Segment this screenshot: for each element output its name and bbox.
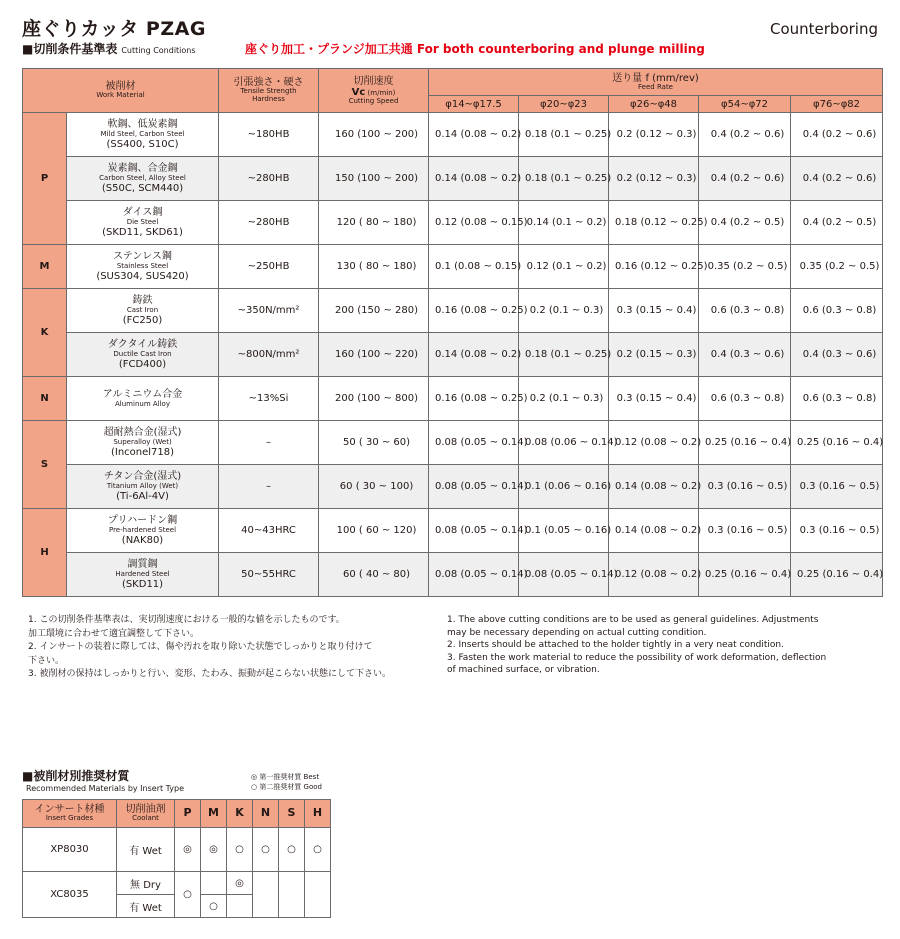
- note-en: 1. The above cutting conditions are to be used as general guidelines. Adjustments: [447, 615, 819, 625]
- hardness-cell: ~180HB: [219, 113, 319, 157]
- feed-cell: 0.6 (0.3 ~ 0.8): [791, 289, 883, 333]
- grade-xp8030: XP8030: [23, 828, 117, 872]
- feed-cell: 0.3 (0.15 ~ 0.4): [609, 377, 699, 421]
- feed-cell: 0.2 (0.12 ~ 0.3): [609, 157, 699, 201]
- notes-japanese: [28, 614, 428, 682]
- feed-cell: 0.3 (0.16 ~ 0.5): [791, 465, 883, 509]
- feed-cell: 0.18 (0.1 ~ 0.25): [519, 113, 609, 157]
- material-jp: 軟鋼、低炭素鋼: [107, 118, 178, 130]
- feed-cell: 0.2 (0.12 ~ 0.3): [609, 113, 699, 157]
- category-label: Counterboring: [769, 20, 878, 38]
- material-jp: ステンレス鋼: [113, 250, 172, 262]
- work-material: [67, 553, 219, 597]
- header-speed: 切削速度 Vc (m/min) Cutting Speed: [319, 69, 429, 113]
- header-grade: インサート材種 Insert Grades: [23, 800, 117, 828]
- feed-cell: 0.6 (0.3 ~ 0.8): [699, 289, 791, 333]
- header-p: P: [175, 800, 201, 828]
- feed-cell: 0.14 (0.08 ~ 0.2): [609, 465, 699, 509]
- material-code: (S50C, SCM440): [101, 182, 184, 194]
- feed-cell: 0.6 (0.3 ~ 0.8): [791, 377, 883, 421]
- mark-m: ◎: [201, 828, 227, 872]
- condition-row: [23, 465, 883, 509]
- material-code: (SKD11, SKD61): [102, 226, 183, 238]
- condition-row: [23, 377, 883, 421]
- material-jp: ダクタイル鋳鉄: [107, 338, 178, 350]
- grade-xc8035: XC8035: [23, 872, 117, 918]
- work-material: [67, 333, 219, 377]
- grades-heading-en: Recommended Materials by Insert Type: [26, 784, 185, 793]
- feed-cell: 0.25 (0.16 ~ 0.4): [791, 421, 883, 465]
- work-material: [67, 113, 219, 157]
- recommended-grades-table: [22, 799, 331, 918]
- note-en: 2. Inserts should be attached to the holder tightly in a very neat condition.: [447, 640, 784, 650]
- conditions-note: 座ぐり加工・プランジ加工共通 For both counterboring and plunge milling: [245, 42, 705, 56]
- material-en: Ductile Cast Iron: [113, 350, 172, 359]
- material-group-s: S: [23, 421, 67, 509]
- material-en: Mild Steel, Carbon Steel: [100, 130, 185, 139]
- feed-cell: 0.3 (0.16 ~ 0.5): [699, 465, 791, 509]
- mark-n-empty: [253, 872, 279, 918]
- header-d5: φ76~φ82: [791, 96, 883, 113]
- material-jp: プリハードン鋼: [107, 514, 178, 526]
- material-code: (FCD400): [118, 358, 167, 370]
- feed-cell: 0.16 (0.08 ~ 0.25): [429, 377, 519, 421]
- material-en: Pre-hardened Steel: [108, 526, 177, 535]
- material-code: (SS400, S10C): [106, 138, 179, 150]
- hardness-cell: ~280HB: [219, 157, 319, 201]
- material-code: (Ti-6Al-4V): [116, 490, 169, 502]
- header-n: N: [253, 800, 279, 828]
- feed-cell: 0.4 (0.2 ~ 0.6): [791, 157, 883, 201]
- condition-row: [23, 113, 883, 157]
- feed-cell: 0.2 (0.1 ~ 0.3): [519, 289, 609, 333]
- header-m: M: [201, 800, 227, 828]
- feed-cell: 0.18 (0.1 ~ 0.25): [519, 157, 609, 201]
- feed-cell: 0.16 (0.12 ~ 0.25): [609, 245, 699, 289]
- hardness-cell: 50~55HRC: [219, 553, 319, 597]
- material-en: Cast Iron: [126, 306, 159, 315]
- speed-cell: 130 ( 80 ~ 180): [319, 245, 429, 289]
- material-jp: 超耐熱合金(湿式): [103, 426, 182, 438]
- feed-cell: 0.14 (0.08 ~ 0.2): [429, 157, 519, 201]
- mark-k: ◎: [227, 872, 253, 895]
- feed-cell: 0.3 (0.16 ~ 0.5): [699, 509, 791, 553]
- material-en: Stainless Steel: [116, 262, 169, 271]
- note-jp: 3. 被削材の保持はしっかりと行い、変形、たわみ、振動が起こらない状態にして下さい。: [28, 669, 391, 679]
- condition-row: [23, 289, 883, 333]
- feed-cell: 0.18 (0.1 ~ 0.25): [519, 333, 609, 377]
- feed-cell: 0.4 (0.3 ~ 0.6): [699, 333, 791, 377]
- page-title: 座ぐりカッタ PZAG: [22, 18, 206, 40]
- note-jp: 1. この切削条件基準表は、実切削速度における一般的な値を示したものです。: [28, 615, 345, 625]
- material-en: Aluminum Alloy: [115, 400, 170, 409]
- feed-cell: 0.16 (0.08 ~ 0.25): [429, 289, 519, 333]
- material-jp: チタン合金(湿式): [103, 470, 182, 482]
- material-jp: 炭素鋼、合金鋼: [107, 162, 178, 174]
- material-group-k: K: [23, 289, 67, 377]
- material-code: (SUS304, SUS420): [96, 270, 189, 282]
- material-jp: 調質鋼: [127, 558, 158, 570]
- header-h: H: [305, 800, 331, 828]
- hardness-cell: 40~43HRC: [219, 509, 319, 553]
- cutting-conditions-table: [22, 68, 883, 597]
- feed-cell: 0.4 (0.3 ~ 0.6): [791, 333, 883, 377]
- material-jp: ダイス鋼: [122, 206, 163, 218]
- speed-cell: 150 (100 ~ 200): [319, 157, 429, 201]
- material-code: (FC250): [122, 314, 163, 326]
- feed-cell: 0.08 (0.05 ~ 0.14): [429, 509, 519, 553]
- feed-cell: 0.35 (0.2 ~ 0.5): [791, 245, 883, 289]
- condition-row: [23, 553, 883, 597]
- grades-legend: [251, 772, 322, 792]
- feed-cell: 0.14 (0.1 ~ 0.2): [519, 201, 609, 245]
- feed-cell: 0.12 (0.1 ~ 0.2): [519, 245, 609, 289]
- header-material: 被削材 Work Material: [23, 69, 219, 113]
- coolant-dry: 無 Dry: [117, 872, 175, 895]
- mark-s: ○: [279, 828, 305, 872]
- hardness-cell: ~250HB: [219, 245, 319, 289]
- feed-cell: 0.12 (0.08 ~ 0.2): [609, 421, 699, 465]
- material-group-h: H: [23, 509, 67, 597]
- work-material: [67, 465, 219, 509]
- note-en: may be necessary depending on actual cutting condition.: [447, 627, 707, 638]
- feed-cell: 0.3 (0.15 ~ 0.4): [609, 289, 699, 333]
- feed-cell: 0.35 (0.2 ~ 0.5): [699, 245, 791, 289]
- feed-cell: 0.1 (0.08 ~ 0.15): [429, 245, 519, 289]
- header-k: K: [227, 800, 253, 828]
- feed-cell: 0.6 (0.3 ~ 0.8): [699, 377, 791, 421]
- note-en: 3. Fasten the work material to reduce the possibility of work deformation, deflection: [447, 652, 827, 663]
- note-en: of machined surface, or vibration.: [447, 665, 600, 675]
- header-s: S: [279, 800, 305, 828]
- feed-cell: 0.2 (0.15 ~ 0.3): [609, 333, 699, 377]
- speed-cell: 100 ( 60 ~ 120): [319, 509, 429, 553]
- mark-s-empty: [279, 872, 305, 918]
- grades-heading: ■被削材別推奨材質: [22, 769, 130, 783]
- feed-cell: 0.08 (0.05 ~ 0.14): [429, 465, 519, 509]
- feed-cell: 0.25 (0.16 ~ 0.4): [791, 553, 883, 597]
- feed-cell: 0.14 (0.08 ~ 0.2): [609, 509, 699, 553]
- header-feed: 送り量 f (mm/rev) Feed Rate: [429, 69, 883, 96]
- mark-h-empty: [305, 872, 331, 918]
- feed-cell: 0.4 (0.2 ~ 0.6): [699, 113, 791, 157]
- conditions-heading: ■切削条件基準表 Cutting Conditions: [22, 42, 196, 56]
- feed-cell: 0.25 (0.16 ~ 0.4): [699, 553, 791, 597]
- speed-cell: 60 ( 40 ~ 80): [319, 553, 429, 597]
- work-material: [67, 377, 219, 421]
- speed-cell: 120 ( 80 ~ 180): [319, 201, 429, 245]
- mark-p: ○: [175, 872, 201, 918]
- feed-cell: 0.1 (0.05 ~ 0.16): [519, 509, 609, 553]
- feed-cell: 0.14 (0.08 ~ 0.2): [429, 333, 519, 377]
- note-jp: 下さい。: [28, 655, 65, 666]
- feed-cell: 0.08 (0.05 ~ 0.14): [519, 553, 609, 597]
- material-jp: 鋳鉄: [132, 294, 153, 306]
- material-code: (NAK80): [121, 534, 164, 546]
- hardness-cell: –: [219, 465, 319, 509]
- speed-cell: 50 ( 30 ~ 60): [319, 421, 429, 465]
- hardness-cell: ~350N/mm²: [219, 289, 319, 333]
- mark-m: ○: [201, 895, 227, 918]
- feed-cell: 0.08 (0.05 ~ 0.14): [429, 553, 519, 597]
- condition-row: [23, 333, 883, 377]
- hardness-cell: ~280HB: [219, 201, 319, 245]
- material-en: Die Steel: [126, 218, 159, 227]
- header-d1: φ14~φ17.5: [429, 96, 519, 113]
- mark-p: ◎: [175, 828, 201, 872]
- feed-cell: 0.4 (0.2 ~ 0.6): [791, 113, 883, 157]
- header-strength: 引張強さ・硬さ Tensile Strength Hardness: [219, 69, 319, 113]
- condition-row: [23, 421, 883, 465]
- header-coolant: 切削油剤 Coolant: [117, 800, 175, 828]
- header-d2: φ20~φ23: [519, 96, 609, 113]
- speed-cell: 200 (150 ~ 280): [319, 289, 429, 333]
- hardness-cell: –: [219, 421, 319, 465]
- feed-cell: 0.2 (0.1 ~ 0.3): [519, 377, 609, 421]
- material-jp: アルミニウム合金: [102, 388, 183, 400]
- work-material: [67, 421, 219, 465]
- condition-row: [23, 245, 883, 289]
- material-en: Titanium Alloy (Wet): [106, 482, 179, 491]
- header-d3: φ26~φ48: [609, 96, 699, 113]
- notes-english: [447, 614, 877, 677]
- feed-cell: 0.4 (0.2 ~ 0.6): [699, 157, 791, 201]
- feed-cell: 0.12 (0.08 ~ 0.15): [429, 201, 519, 245]
- hardness-cell: ~13%Si: [219, 377, 319, 421]
- header-d4: φ54~φ72: [699, 96, 791, 113]
- material-group-n: N: [23, 377, 67, 421]
- feed-cell: 0.4 (0.2 ~ 0.5): [791, 201, 883, 245]
- speed-cell: 200 (100 ~ 800): [319, 377, 429, 421]
- material-en: Carbon Steel, Alloy Steel: [99, 174, 186, 183]
- work-material: [67, 201, 219, 245]
- material-en: Superalloy (Wet): [113, 438, 172, 447]
- feed-cell: 0.3 (0.16 ~ 0.5): [791, 509, 883, 553]
- feed-cell: 0.18 (0.12 ~ 0.25): [609, 201, 699, 245]
- material-code: (SKD11): [121, 578, 164, 590]
- legend-good: ○ 第二推奨材質 Good: [251, 783, 322, 791]
- feed-cell: 0.4 (0.2 ~ 0.5): [699, 201, 791, 245]
- condition-row: [23, 201, 883, 245]
- material-group-m: M: [23, 245, 67, 289]
- material-code: (Inconel718): [110, 446, 175, 458]
- speed-cell: 160 (100 ~ 220): [319, 333, 429, 377]
- legend-best: ◎ 第一推奨材質 Best: [251, 773, 320, 781]
- feed-cell: 0.08 (0.06 ~ 0.14): [519, 421, 609, 465]
- feed-cell: 0.1 (0.06 ~ 0.16): [519, 465, 609, 509]
- note-jp: 2. インサートの装着に際しては、傷や汚れを取り除いた状態でしっかりと取り付けて: [28, 642, 373, 652]
- speed-cell: 60 ( 30 ~ 100): [319, 465, 429, 509]
- note-jp: 加工環境に合わせて適宜調整して下さい。: [28, 628, 200, 639]
- coolant-wet: 有 Wet: [117, 828, 175, 872]
- work-material: [67, 157, 219, 201]
- mark-k: ○: [227, 828, 253, 872]
- feed-cell: 0.12 (0.08 ~ 0.2): [609, 553, 699, 597]
- mark-h: ○: [305, 828, 331, 872]
- speed-cell: 160 (100 ~ 200): [319, 113, 429, 157]
- feed-cell: 0.14 (0.08 ~ 0.2): [429, 113, 519, 157]
- mark-m-empty: [201, 872, 227, 895]
- work-material: [67, 245, 219, 289]
- mark-n: ○: [253, 828, 279, 872]
- hardness-cell: ~800N/mm²: [219, 333, 319, 377]
- feed-cell: 0.08 (0.05 ~ 0.14): [429, 421, 519, 465]
- material-en: Hardened Steel: [115, 570, 170, 579]
- condition-row: [23, 509, 883, 553]
- material-group-p: P: [23, 113, 67, 245]
- work-material: [67, 509, 219, 553]
- feed-cell: 0.25 (0.16 ~ 0.4): [699, 421, 791, 465]
- work-material: [67, 289, 219, 333]
- coolant-wet: 有 Wet: [117, 895, 175, 918]
- mark-k-empty: [227, 895, 253, 918]
- condition-row: [23, 157, 883, 201]
